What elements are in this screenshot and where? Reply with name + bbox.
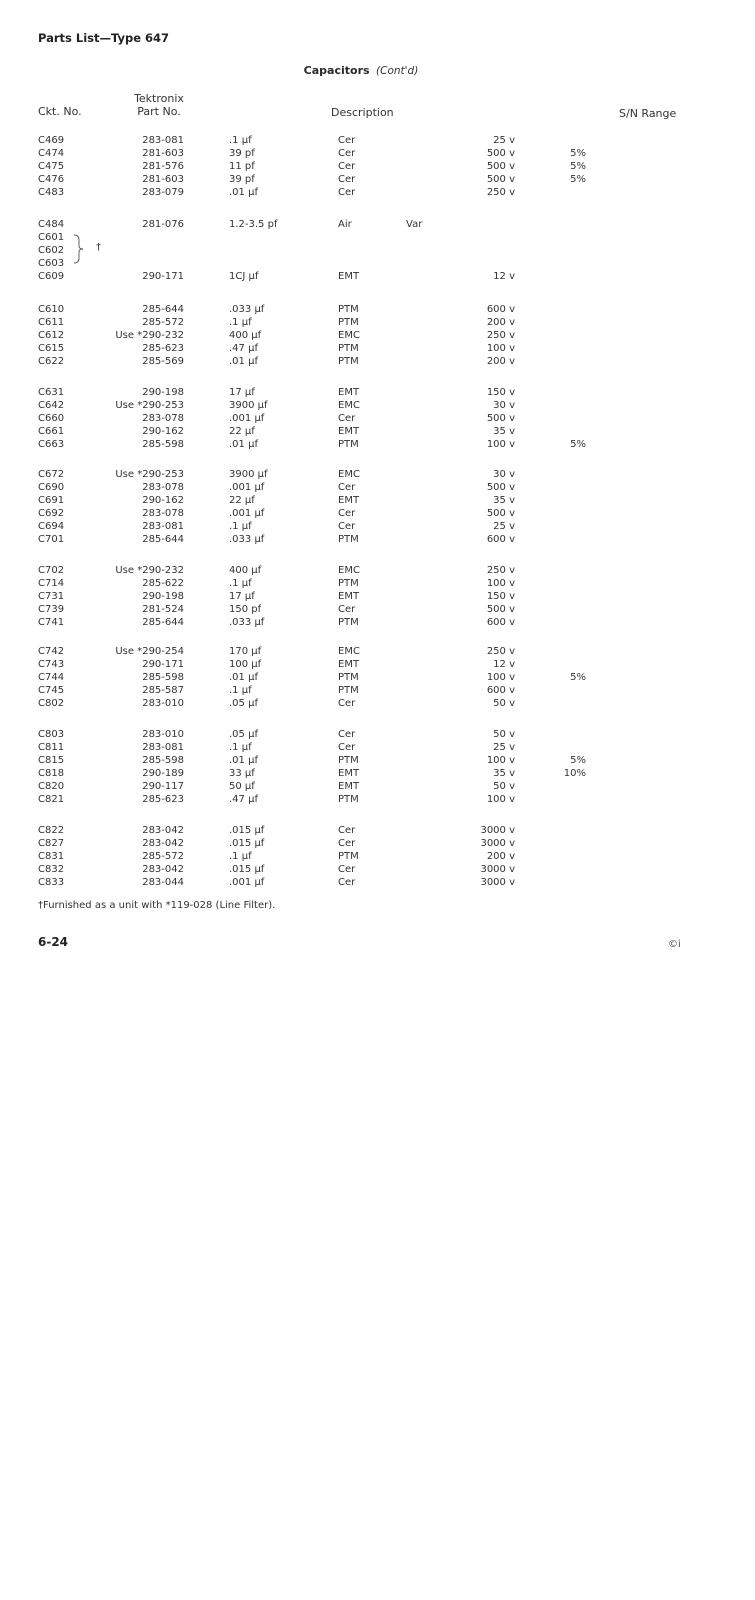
table-row bbox=[0, 412, 755, 425]
cell-val: 39 pf bbox=[229, 174, 255, 185]
cell-volt: 600 v bbox=[486, 304, 515, 315]
cell-val: .015 μf bbox=[229, 838, 265, 849]
cell-type: Cer bbox=[338, 604, 356, 615]
cell-ckt: C745 bbox=[38, 685, 65, 696]
cell-part: 283-079 bbox=[142, 187, 184, 198]
cell-part: 283-078 bbox=[142, 482, 184, 493]
cell-volt: 250 v bbox=[486, 330, 515, 341]
table-row bbox=[0, 684, 755, 697]
table-row bbox=[0, 754, 755, 767]
cell-val: .47 μf bbox=[229, 794, 258, 805]
cell-ckt: C610 bbox=[38, 304, 65, 315]
cell-val: 39 pf bbox=[229, 148, 255, 159]
cell-part: 285-572 bbox=[142, 317, 184, 328]
cell-ckt: C474 bbox=[38, 148, 65, 159]
cell-volt: 100 v bbox=[486, 672, 515, 683]
cell-type: Air bbox=[338, 219, 352, 230]
cell-volt: 100 v bbox=[486, 439, 515, 450]
cell-type: PTM bbox=[338, 755, 359, 766]
cell-val: .01 μf bbox=[229, 356, 258, 367]
cell-volt: 250 v bbox=[486, 565, 515, 576]
cell-val: 400 μf bbox=[229, 330, 262, 341]
cell-ckt: C832 bbox=[38, 864, 65, 875]
cell-ckt: C476 bbox=[38, 174, 65, 185]
cell-type: Cer bbox=[338, 482, 356, 493]
cell-val: .001 μf bbox=[229, 413, 265, 424]
cell-ckt: C622 bbox=[38, 356, 65, 367]
cell-part: 283-010 bbox=[142, 729, 184, 740]
cell-ckt: C741 bbox=[38, 617, 65, 628]
table-row bbox=[0, 590, 755, 603]
cell-volt: 3000 v bbox=[480, 838, 515, 849]
table-row bbox=[0, 645, 755, 658]
cell-val: 170 μf bbox=[229, 646, 262, 657]
cell-ckt: C603 bbox=[38, 258, 65, 269]
cell-type: Cer bbox=[338, 413, 356, 424]
cell-extra: Var bbox=[406, 219, 423, 230]
cell-part: 290-117 bbox=[142, 781, 184, 792]
table-row bbox=[0, 218, 755, 231]
cell-type: PTM bbox=[338, 672, 359, 683]
cell-part: Use *290-232 bbox=[115, 330, 184, 341]
cell-ckt: C833 bbox=[38, 877, 65, 888]
table-row bbox=[0, 257, 755, 270]
cell-val: .1 μf bbox=[229, 685, 252, 696]
cell-val: .1 μf bbox=[229, 317, 252, 328]
cell-type: EMC bbox=[338, 646, 360, 657]
cell-ckt: C827 bbox=[38, 838, 65, 849]
cell-type: Cer bbox=[338, 187, 356, 198]
cell-type: Cer bbox=[338, 877, 356, 888]
table-row bbox=[0, 147, 755, 160]
cell-val: .01 μf bbox=[229, 755, 258, 766]
table-row bbox=[0, 303, 755, 316]
cell-ckt: C475 bbox=[38, 161, 65, 172]
cell-ckt: C484 bbox=[38, 219, 65, 230]
table-row bbox=[0, 316, 755, 329]
table-row bbox=[0, 728, 755, 741]
cell-val: .015 μf bbox=[229, 825, 265, 836]
cell-volt: 200 v bbox=[486, 851, 515, 862]
cell-val: .001 μf bbox=[229, 877, 265, 888]
cell-val: 17 μf bbox=[229, 591, 255, 602]
cell-ckt: C601 bbox=[38, 232, 65, 243]
cell-volt: 500 v bbox=[486, 482, 515, 493]
cell-type: PTM bbox=[338, 343, 359, 354]
cell-volt: 3000 v bbox=[480, 877, 515, 888]
table-row bbox=[0, 564, 755, 577]
cell-ckt: C642 bbox=[38, 400, 65, 411]
cell-part: 290-162 bbox=[142, 495, 184, 506]
cell-part: 285-644 bbox=[142, 534, 184, 545]
cell-part: 290-198 bbox=[142, 387, 184, 398]
cell-ckt: C744 bbox=[38, 672, 65, 683]
cell-part: 281-603 bbox=[142, 174, 184, 185]
cell-type: PTM bbox=[338, 794, 359, 805]
cell-ckt: C690 bbox=[38, 482, 65, 493]
cell-type: PTM bbox=[338, 534, 359, 545]
cell-type: EMT bbox=[338, 659, 360, 670]
copyright-mark: ©i bbox=[668, 939, 681, 950]
cell-part: 290-162 bbox=[142, 426, 184, 437]
table-row bbox=[0, 494, 755, 507]
cell-type: Cer bbox=[338, 838, 356, 849]
table-row bbox=[0, 231, 755, 244]
cell-tol: 5% bbox=[570, 174, 586, 185]
cell-part: 285-622 bbox=[142, 578, 184, 589]
cell-ckt: C469 bbox=[38, 135, 65, 146]
cell-volt: 500 v bbox=[486, 508, 515, 519]
table-row bbox=[0, 863, 755, 876]
cell-ckt: C818 bbox=[38, 768, 65, 779]
cell-val: .1 μf bbox=[229, 578, 252, 589]
table-row bbox=[0, 603, 755, 616]
table-row bbox=[0, 616, 755, 629]
cell-type: EMT bbox=[338, 426, 360, 437]
cell-volt: 30 v bbox=[493, 469, 515, 480]
cell-val: .015 μf bbox=[229, 864, 265, 875]
column-header-part-line1: Tektronix bbox=[134, 92, 184, 105]
cell-volt: 25 v bbox=[493, 521, 515, 532]
cell-val: 1.2-3.5 pf bbox=[229, 219, 278, 230]
cell-volt: 200 v bbox=[486, 317, 515, 328]
cell-volt: 35 v bbox=[493, 768, 515, 779]
cell-type: EMT bbox=[338, 271, 360, 282]
cell-volt: 100 v bbox=[486, 343, 515, 354]
cell-ckt: C731 bbox=[38, 591, 65, 602]
cell-ckt: C803 bbox=[38, 729, 65, 740]
cell-type: Cer bbox=[338, 135, 356, 146]
cell-ckt: C743 bbox=[38, 659, 65, 670]
cell-part: 283-010 bbox=[142, 698, 184, 709]
table-row bbox=[0, 824, 755, 837]
cell-type: EMC bbox=[338, 400, 360, 411]
table-row bbox=[0, 520, 755, 533]
cell-volt: 500 v bbox=[486, 413, 515, 424]
cell-ckt: C831 bbox=[38, 851, 65, 862]
table-row bbox=[0, 481, 755, 494]
cell-ckt: C821 bbox=[38, 794, 65, 805]
cell-val: .1 μf bbox=[229, 851, 252, 862]
cell-val: .01 μf bbox=[229, 187, 258, 198]
cell-volt: 150 v bbox=[486, 591, 515, 602]
cell-val: .033 μf bbox=[229, 304, 265, 315]
cell-tol: 5% bbox=[570, 161, 586, 172]
table-row bbox=[0, 160, 755, 173]
cell-part: 285-572 bbox=[142, 851, 184, 862]
cell-part: 285-623 bbox=[142, 343, 184, 354]
cell-volt: 3000 v bbox=[480, 864, 515, 875]
cell-ckt: C661 bbox=[38, 426, 65, 437]
cell-part: 283-081 bbox=[142, 135, 184, 146]
cell-val: 3900 μf bbox=[229, 400, 268, 411]
cell-part: 285-644 bbox=[142, 617, 184, 628]
cell-ckt: C611 bbox=[38, 317, 65, 328]
cell-part: 283-044 bbox=[142, 877, 184, 888]
cell-volt: 50 v bbox=[493, 698, 515, 709]
table-row bbox=[0, 658, 755, 671]
cell-ckt: C701 bbox=[38, 534, 65, 545]
cell-ckt: C660 bbox=[38, 413, 65, 424]
cell-val: .05 μf bbox=[229, 698, 258, 709]
cell-ckt: C702 bbox=[38, 565, 65, 576]
cell-type: Cer bbox=[338, 864, 356, 875]
cell-part: 281-576 bbox=[142, 161, 184, 172]
section-title-main: Capacitors bbox=[303, 64, 370, 77]
table-row bbox=[0, 577, 755, 590]
cell-part: 290-198 bbox=[142, 591, 184, 602]
cell-part: 283-078 bbox=[142, 508, 184, 519]
cell-volt: 500 v bbox=[486, 161, 515, 172]
cell-type: PTM bbox=[338, 685, 359, 696]
cell-ckt: C602 bbox=[38, 245, 65, 256]
cell-tol: 5% bbox=[570, 439, 586, 450]
brace-icon bbox=[72, 234, 86, 264]
cell-type: PTM bbox=[338, 578, 359, 589]
cell-type: EMC bbox=[338, 330, 360, 341]
cell-tol: 5% bbox=[570, 672, 586, 683]
table-row bbox=[0, 134, 755, 147]
column-header-ckt: Ckt. No. bbox=[38, 105, 82, 118]
column-header-sn-range: S/N Range bbox=[619, 107, 677, 120]
cell-volt: 25 v bbox=[493, 135, 515, 146]
cell-val: 22 μf bbox=[229, 426, 255, 437]
dagger-mark: † bbox=[96, 242, 101, 253]
cell-type: PTM bbox=[338, 617, 359, 628]
cell-part: Use *290-253 bbox=[115, 400, 184, 411]
cell-val: .001 μf bbox=[229, 482, 265, 493]
table-row bbox=[0, 780, 755, 793]
cell-volt: 150 v bbox=[486, 387, 515, 398]
cell-ckt: C615 bbox=[38, 343, 65, 354]
cell-val: .1 μf bbox=[229, 521, 252, 532]
footnote: †Furnished as a unit with *119-028 (Line Filter). bbox=[38, 900, 276, 911]
cell-tol: 10% bbox=[563, 768, 586, 779]
cell-part: 285-644 bbox=[142, 304, 184, 315]
cell-volt: 500 v bbox=[486, 148, 515, 159]
cell-volt: 100 v bbox=[486, 794, 515, 805]
cell-type: EMC bbox=[338, 469, 360, 480]
cell-type: Cer bbox=[338, 161, 356, 172]
cell-part: 290-189 bbox=[142, 768, 184, 779]
column-header-part-line2: Part No. bbox=[137, 105, 181, 118]
table-row bbox=[0, 741, 755, 754]
cell-val: 3900 μf bbox=[229, 469, 268, 480]
cell-volt: 25 v bbox=[493, 742, 515, 753]
cell-part: 283-042 bbox=[142, 838, 184, 849]
cell-type: EMT bbox=[338, 495, 360, 506]
cell-val: .033 μf bbox=[229, 617, 265, 628]
cell-val: 11 pf bbox=[229, 161, 255, 172]
cell-volt: 500 v bbox=[486, 174, 515, 185]
cell-val: .01 μf bbox=[229, 672, 258, 683]
table-row bbox=[0, 244, 755, 257]
cell-part: 290-171 bbox=[142, 659, 184, 670]
cell-volt: 600 v bbox=[486, 534, 515, 545]
cell-part: Use *290-254 bbox=[115, 646, 184, 657]
cell-part: 285-623 bbox=[142, 794, 184, 805]
cell-val: 150 pf bbox=[229, 604, 262, 615]
table-row bbox=[0, 850, 755, 863]
cell-volt: 100 v bbox=[486, 578, 515, 589]
cell-val: .01 μf bbox=[229, 439, 258, 450]
cell-volt: 12 v bbox=[493, 271, 515, 282]
cell-ckt: C631 bbox=[38, 387, 65, 398]
cell-type: Cer bbox=[338, 729, 356, 740]
cell-type: Cer bbox=[338, 148, 356, 159]
cell-val: 400 μf bbox=[229, 565, 262, 576]
cell-val: 33 μf bbox=[229, 768, 255, 779]
cell-val: 1CJ μf bbox=[229, 271, 259, 282]
cell-val: 22 μf bbox=[229, 495, 255, 506]
cell-tol: 5% bbox=[570, 755, 586, 766]
cell-type: PTM bbox=[338, 851, 359, 862]
cell-part: 285-598 bbox=[142, 755, 184, 766]
table-row bbox=[0, 438, 755, 451]
cell-type: Cer bbox=[338, 698, 356, 709]
cell-part: 290-171 bbox=[142, 271, 184, 282]
cell-val: .001 μf bbox=[229, 508, 265, 519]
table-row bbox=[0, 837, 755, 850]
cell-part: 285-598 bbox=[142, 672, 184, 683]
cell-volt: 30 v bbox=[493, 400, 515, 411]
table-row bbox=[0, 386, 755, 399]
table-row bbox=[0, 671, 755, 684]
cell-type: Cer bbox=[338, 508, 356, 519]
cell-val: .033 μf bbox=[229, 534, 265, 545]
cell-part: 285-569 bbox=[142, 356, 184, 367]
cell-volt: 600 v bbox=[486, 617, 515, 628]
cell-type: PTM bbox=[338, 439, 359, 450]
cell-ckt: C483 bbox=[38, 187, 65, 198]
cell-part: Use *290-232 bbox=[115, 565, 184, 576]
cell-type: EMT bbox=[338, 768, 360, 779]
cell-volt: 35 v bbox=[493, 426, 515, 437]
table-row bbox=[0, 533, 755, 546]
cell-ckt: C822 bbox=[38, 825, 65, 836]
cell-part: 283-042 bbox=[142, 825, 184, 836]
table-row bbox=[0, 355, 755, 368]
table-row bbox=[0, 399, 755, 412]
table-row bbox=[0, 270, 755, 283]
cell-type: PTM bbox=[338, 304, 359, 315]
cell-part: 285-598 bbox=[142, 439, 184, 450]
cell-type: Cer bbox=[338, 521, 356, 532]
cell-type: PTM bbox=[338, 317, 359, 328]
cell-part: 283-078 bbox=[142, 413, 184, 424]
table-row bbox=[0, 425, 755, 438]
cell-volt: 250 v bbox=[486, 187, 515, 198]
table-row bbox=[0, 342, 755, 355]
cell-ckt: C802 bbox=[38, 698, 65, 709]
cell-volt: 12 v bbox=[493, 659, 515, 670]
cell-part: Use *290-253 bbox=[115, 469, 184, 480]
table-row bbox=[0, 876, 755, 889]
cell-type: EMT bbox=[338, 781, 360, 792]
cell-type: EMC bbox=[338, 565, 360, 576]
cell-type: PTM bbox=[338, 356, 359, 367]
cell-volt: 50 v bbox=[493, 781, 515, 792]
cell-ckt: C672 bbox=[38, 469, 65, 480]
cell-volt: 200 v bbox=[486, 356, 515, 367]
cell-type: EMT bbox=[338, 591, 360, 602]
cell-ckt: C742 bbox=[38, 646, 65, 657]
cell-part: 283-042 bbox=[142, 864, 184, 875]
cell-type: Cer bbox=[338, 825, 356, 836]
table-row bbox=[0, 697, 755, 710]
cell-volt: 500 v bbox=[486, 604, 515, 615]
cell-ckt: C739 bbox=[38, 604, 65, 615]
cell-volt: 100 v bbox=[486, 755, 515, 766]
cell-ckt: C815 bbox=[38, 755, 65, 766]
cell-val: .1 μf bbox=[229, 135, 252, 146]
cell-part: 281-603 bbox=[142, 148, 184, 159]
cell-ckt: C820 bbox=[38, 781, 65, 792]
cell-val: 100 μf bbox=[229, 659, 262, 670]
page-header: Parts List—Type 647 bbox=[38, 31, 170, 45]
cell-tol: 5% bbox=[570, 148, 586, 159]
column-header-description: Description bbox=[331, 106, 394, 119]
table-row bbox=[0, 186, 755, 199]
cell-volt: 50 v bbox=[493, 729, 515, 740]
table-row bbox=[0, 173, 755, 186]
cell-ckt: C612 bbox=[38, 330, 65, 341]
cell-ckt: C663 bbox=[38, 439, 65, 450]
table-row bbox=[0, 507, 755, 520]
cell-ckt: C811 bbox=[38, 742, 65, 753]
cell-part: 281-076 bbox=[142, 219, 184, 230]
cell-val: .1 μf bbox=[229, 742, 252, 753]
cell-volt: 3000 v bbox=[480, 825, 515, 836]
table-row bbox=[0, 329, 755, 342]
section-title-sub: (Cont'd) bbox=[376, 65, 419, 77]
cell-val: .47 μf bbox=[229, 343, 258, 354]
cell-part: 281-524 bbox=[142, 604, 184, 615]
cell-part: 283-081 bbox=[142, 521, 184, 532]
cell-ckt: C714 bbox=[38, 578, 65, 589]
table-row bbox=[0, 468, 755, 481]
cell-part: 283-081 bbox=[142, 742, 184, 753]
cell-volt: 250 v bbox=[486, 646, 515, 657]
cell-type: Cer bbox=[338, 742, 356, 753]
table-row bbox=[0, 793, 755, 806]
cell-val: 17 μf bbox=[229, 387, 255, 398]
cell-val: .05 μf bbox=[229, 729, 258, 740]
cell-val: 50 μf bbox=[229, 781, 255, 792]
cell-ckt: C694 bbox=[38, 521, 65, 532]
table-row bbox=[0, 767, 755, 780]
cell-ckt: C609 bbox=[38, 271, 65, 282]
cell-type: Cer bbox=[338, 174, 356, 185]
cell-ckt: C691 bbox=[38, 495, 65, 506]
page-number: 6-24 bbox=[38, 935, 69, 949]
cell-volt: 35 v bbox=[493, 495, 515, 506]
cell-type: EMT bbox=[338, 387, 360, 398]
cell-ckt: C692 bbox=[38, 508, 65, 519]
cell-part: 285-587 bbox=[142, 685, 184, 696]
cell-volt: 600 v bbox=[486, 685, 515, 696]
